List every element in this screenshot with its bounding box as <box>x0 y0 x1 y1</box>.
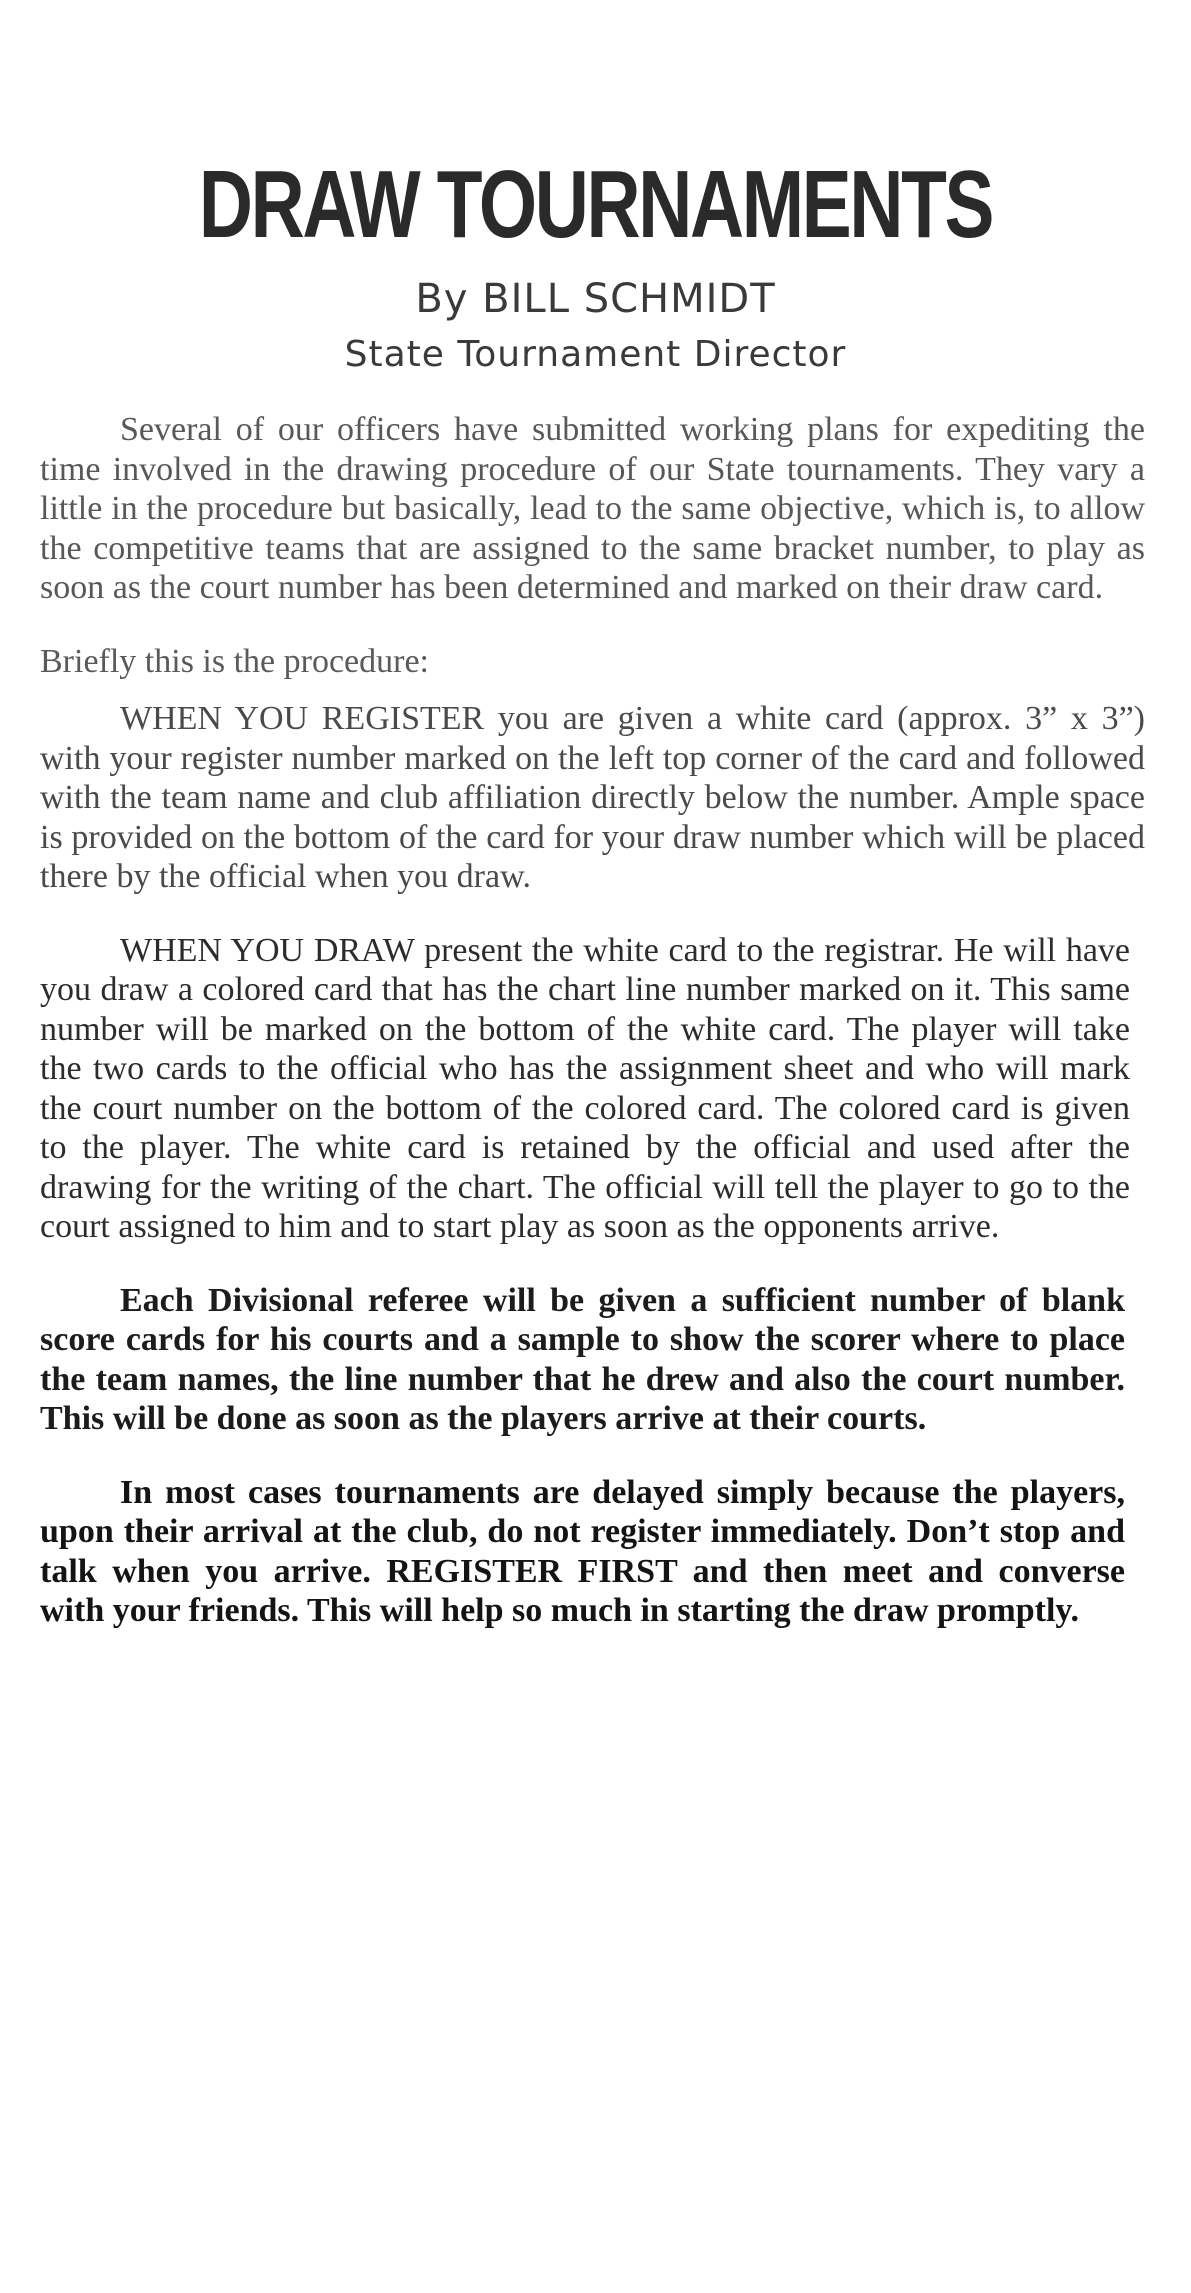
article-header <box>0 150 1191 378</box>
paragraph-register-first: In most cases tournaments are delayed simply because the players, upon their arrival at the club, do not register immediately. Don’t stop and talk when you arrive. REGISTER FIRST and then meet and converse with your friends. This will help so much in starting the draw promptly. <box>40 1473 1125 1629</box>
paragraph-intro: Several of our officers have submitted working plans for expediting the time involved in the drawing procedure of our State tournaments. They vary a little in the procedure but basically, lead to the same objective, which is, to allow the competitive teams that are assigned to the same bracket number, to play as soon as the court number has been determined and marked on their draw card. <box>40 411 1145 606</box>
paragraph-register: WHEN YOU REGISTER you are given a white card (approx. 3” x 3”) with your register number marked on the left top corner of the card and followed with the team name and club affiliation directly below the number. Ample space is provided on the bottom of the card for your draw number which will be placed there by the official when you draw. <box>40 700 1145 895</box>
paragraph-procedure-lead: Briefly this is the procedure: <box>40 642 430 680</box>
author-byline: By BILL SCHMIDT <box>415 276 776 322</box>
paragraph-draw: WHEN YOU DRAW present the white card to the registrar. He will have you draw a colored card that has the chart line number marked on it. This same number will be marked on the bottom of the white card. The player will take the two cards to the official who has the assignment sheet and who will mark the court number on the bottom of the colored card. The colored card is given to the player. The white card is retained by the official and used after the drawing for the writing of the chart. The official will tell the player to go to the court assigned to him and to start play as soon as the opponents arrive. <box>40 931 1130 1245</box>
article-title: DRAW TOURNAMENTS <box>198 151 993 258</box>
author-position: State Tournament Director <box>344 334 847 375</box>
paragraph-referee: Each Divisional referee will be given a sufficient number of blank score cards for his courts and a sample to show the scorer where to place the team names, the line number that he drew and also the court number. This will be done as soon as the players arrive at their courts. <box>40 1281 1125 1437</box>
article-body <box>40 410 1145 1665</box>
